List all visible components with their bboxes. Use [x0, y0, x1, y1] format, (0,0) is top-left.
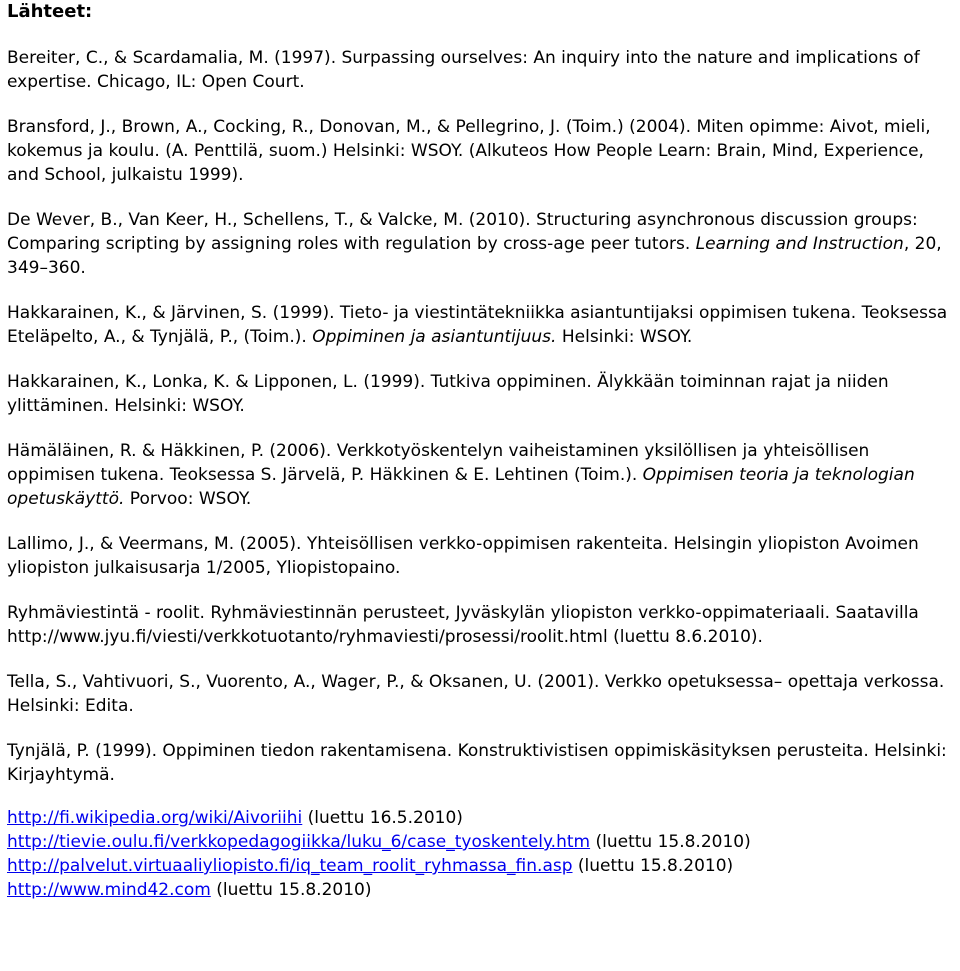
reference-text: De Wever, B., Van Keer, H., Schellens, T., & Valcke, M. (2010). Structuring asynchronous discussion groups: Comparing scripting by assigning roles with regulation by cross-age peer tutors. [7, 210, 918, 254]
reference-ryhmaviestinta: Ryhmäviestintä - roolit. Ryhmäviestinnän perusteet, Jyväskylän yliopiston verkko-oppimateriaali. Saatavilla http://www.jyu.fi/viesti/verkkotuotanto/ryhmaviesti/prosessi/roolit.html (luettu 8.6.2010). [7, 603, 919, 647]
web-link-line [7, 854, 958, 878]
web-link-line [7, 806, 958, 830]
reference-de-wever [7, 208, 958, 280]
reference-text: Hämäläinen, R. & Häkkinen, P. (2006). Verkkotyöskentelyn vaiheistaminen yksilöllisen ja yhteisöllisen oppimisen tukena. Teoksessa S. Järvelä, P. Häkkinen & E. Lehtinen (Toim.). [7, 441, 870, 485]
reference-tynjala: Tynjälä, P. (1999). Oppiminen tiedon rakentamisena. Konstruktivistisen oppimiskäsityksen perusteita. Helsinki: Kirjayhtymä. [7, 741, 947, 785]
reference-book-title: Oppiminen ja asiantuntijuus. [312, 327, 557, 347]
reference-text: Hakkarainen, K., & Järvinen, S. (1999). Tieto- ja viestintätekniikka asiantuntijaksi oppimisen tukena. Teoksessa Eteläpelto, A., & Tynjälä, P., (Toim.). [7, 303, 948, 347]
reference-text: Porvoo: WSOY. [124, 489, 252, 509]
link-tievie-case[interactable]: http://tievie.oulu.fi/verkkopedagogiikka/luku_6/case_tyoskentely.htm [7, 832, 591, 852]
reference-bereiter: Bereiter, C., & Scardamalia, M. (1997). Surpassing ourselves: An inquiry into the nature and implications of expertise. Chicago, IL: Open Court. [7, 48, 920, 92]
reference-hakkarainen-lonka: Hakkarainen, K., Lonka, K. & Lipponen, L. (1999). Tutkiva oppiminen. Älykkään toiminnan rajat ja niiden ylittäminen. Helsinki: WSOY. [7, 372, 889, 416]
link-note: (luettu 16.5.2010) [302, 808, 463, 828]
reference-text: , 20, 349–360. [7, 234, 942, 278]
reference-bransford: Bransford, J., Brown, A., Cocking, R., Donovan, M., & Pellegrino, J. (Toim.) (2004). Miten opimme: Aivot, mieli, kokemus ja koulu. (A. Penttilä, suom.) Helsinki: WSOY. (Alkuteos How People Learn: Brain, Mind, Experience, and School, julkaistu 1999). [7, 117, 931, 185]
link-virtuaaliyliopisto[interactable]: http://palvelut.virtuaaliyliopisto.fi/iq_team_roolit_ryhmassa_fin.asp [7, 856, 573, 876]
reference-tella: Tella, S., Vahtivuori, S., Vuorento, A., Wager, P., & Oksanen, U. (2001). Verkko opetuksessa– opettaja verkossa. Helsinki: Edita. [7, 672, 945, 716]
reference-text: Helsinki: WSOY. [556, 327, 693, 347]
link-note: (luettu 15.8.2010) [572, 856, 734, 876]
link-mind42[interactable]: http://www.mind42.com [7, 880, 211, 900]
link-note: (luettu 15.8.2010) [590, 832, 751, 852]
document-page [7, 0, 958, 902]
reference-book-title: Oppimisen teoria ja teknologian opetuskäyttö. [7, 465, 915, 509]
page-title: Lähteet: [7, 1, 93, 22]
reference-hamalainen [7, 439, 958, 511]
web-link-line [7, 878, 958, 902]
reference-hakkarainen-jarvinen [7, 301, 958, 349]
link-wikipedia-aivoriihi[interactable]: http://fi.wikipedia.org/wiki/Aivoriihi [7, 808, 303, 828]
link-note: (luettu 15.8.2010) [210, 880, 372, 900]
web-links-list [7, 806, 958, 902]
reference-journal: Learning and Instruction [695, 234, 904, 254]
web-link-line [7, 830, 958, 854]
reference-lallimo: Lallimo, J., & Veermans, M. (2005). Yhteisöllisen verkko-oppimisen rakenteita. Helsingin yliopiston Avoimen yliopiston julkaisusarja 1/2005, Yliopistopaino. [7, 534, 919, 578]
